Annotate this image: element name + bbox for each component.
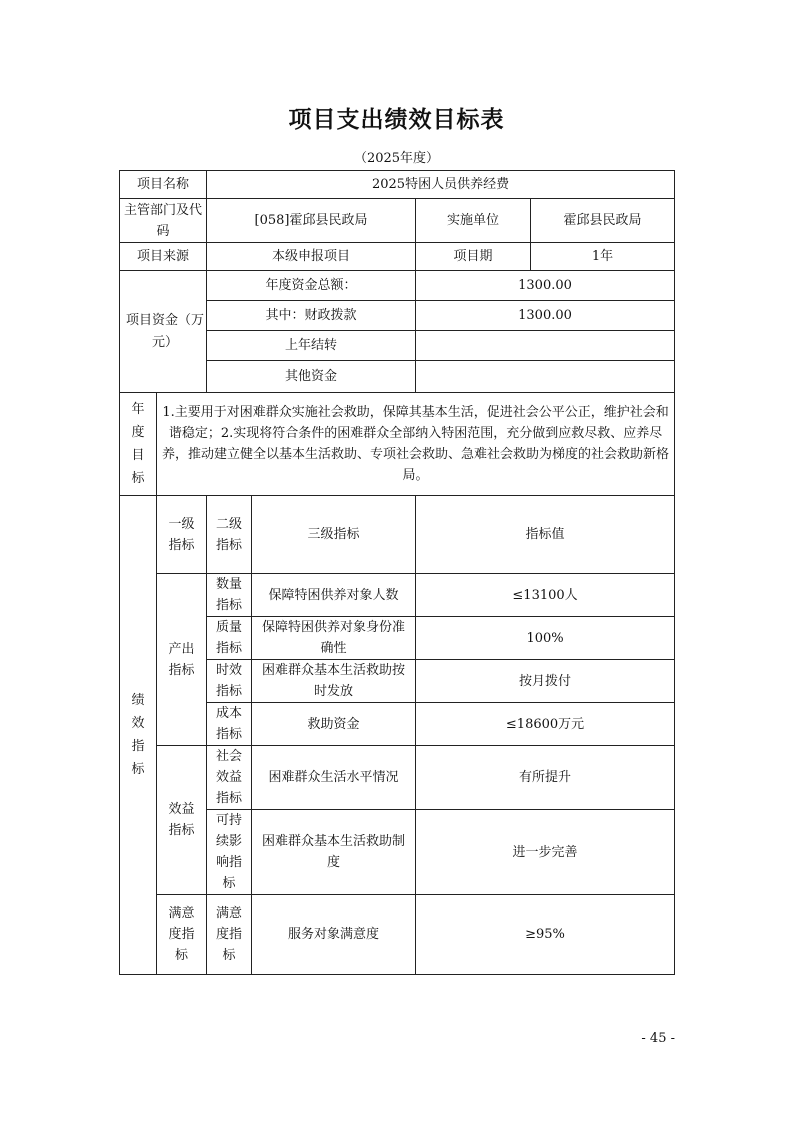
period-value: 1年 xyxy=(531,243,675,271)
indicators-label: 绩效指标 xyxy=(120,496,157,975)
row-level3: 困难群众生活水平情况 xyxy=(252,746,416,810)
table-row xyxy=(120,746,675,810)
row-value: ≤13100人 xyxy=(416,574,675,617)
table-row xyxy=(120,393,675,496)
header-value: 指标值 xyxy=(416,496,675,574)
impl-unit-value: 霍邱县民政局 xyxy=(531,199,675,243)
header-level1: 一级指标 xyxy=(157,496,207,574)
output-label: 产出指标 xyxy=(157,574,207,746)
row-value: ≥95% xyxy=(416,895,675,975)
page-title: 项目支出绩效目标表 xyxy=(288,107,505,133)
table-row xyxy=(120,496,675,574)
goal-text: 1.主要用于对困难群众实施社会救助，保障其基本生活，促进社会公平公正，维护社会和谐稳定；2.实现将符合条件的困难群众全部纳入特困范围，充分做到应救尽救、应养尽养，推动建立健全以基本生活救助、专项社会救助、急难社会救助为梯度的社会救助新格局。 xyxy=(157,393,675,496)
table-row xyxy=(120,574,675,617)
benefit-label: 效益指标 xyxy=(157,746,207,895)
page-number: - 45 - xyxy=(641,1031,675,1046)
row-level2: 质量指标 xyxy=(207,617,252,660)
funds-carryover-label: 上年结转 xyxy=(207,331,416,361)
funds-label: 项目资金（万元） xyxy=(120,271,207,393)
row-level3: 困难群众基本生活救助按时发放 xyxy=(252,660,416,703)
table-row xyxy=(120,243,675,271)
row-level3: 保障特困供养对象身份准确性 xyxy=(252,617,416,660)
funds-other-label: 其他资金 xyxy=(207,361,416,393)
goal-label: 年度目标 xyxy=(120,393,157,496)
row-level3: 困难群众基本生活救助制度 xyxy=(252,810,416,895)
row-value: 进一步完善 xyxy=(416,810,675,895)
row-level2: 社会效益指标 xyxy=(207,746,252,810)
row-level2: 时效指标 xyxy=(207,660,252,703)
funds-fiscal-label: 其中：财政拨款 xyxy=(207,301,416,331)
header-level2: 二级指标 xyxy=(207,496,252,574)
impl-unit-label: 实施单位 xyxy=(416,199,531,243)
row-level3: 服务对象满意度 xyxy=(252,895,416,975)
row-value: ≤18600万元 xyxy=(416,703,675,746)
row-value: 按月拨付 xyxy=(416,660,675,703)
table-row xyxy=(120,895,675,975)
funds-fiscal-value: 1300.00 xyxy=(416,301,675,331)
header-level3: 三级指标 xyxy=(252,496,416,574)
table-row xyxy=(120,171,675,199)
funds-other-value xyxy=(416,361,675,393)
funds-total-label: 年度资金总额： xyxy=(207,271,416,301)
row-level2: 成本指标 xyxy=(207,703,252,746)
satisfaction-label: 满意度指标 xyxy=(157,895,207,975)
project-name-label: 项目名称 xyxy=(120,171,207,199)
funds-carryover-value xyxy=(416,331,675,361)
row-level2: 满意度指标 xyxy=(207,895,252,975)
table-row xyxy=(120,199,675,243)
project-name-value: 2025特困人员供养经费 xyxy=(207,171,675,199)
row-level3: 保障特困供养对象人数 xyxy=(252,574,416,617)
fiscal-year: （2025年度） xyxy=(353,151,440,166)
row-level2: 数量指标 xyxy=(207,574,252,617)
table-row xyxy=(120,271,675,301)
period-label: 项目期 xyxy=(416,243,531,271)
source-label: 项目来源 xyxy=(120,243,207,271)
row-value: 有所提升 xyxy=(416,746,675,810)
row-level3: 救助资金 xyxy=(252,703,416,746)
row-value: 100% xyxy=(416,617,675,660)
source-value: 本级申报项目 xyxy=(207,243,416,271)
department-value: [058]霍邱县民政局 xyxy=(207,199,416,243)
row-level2: 可持续影响指标 xyxy=(207,810,252,895)
funds-total-value: 1300.00 xyxy=(416,271,675,301)
department-label: 主管部门及代码 xyxy=(120,199,207,243)
performance-target-table xyxy=(119,170,675,975)
